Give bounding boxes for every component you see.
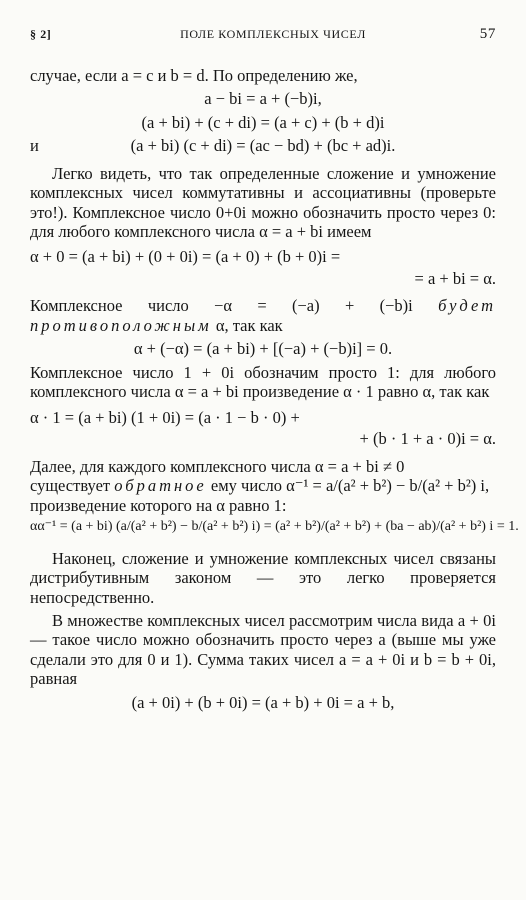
equation-one-line2: + (b · 1 + a · 0)i = α. xyxy=(359,429,496,449)
equation-inverse: αα⁻¹ = (a + bi) (a/(a² + b²) − b/(a² + b²) i) = (a² + b²)/(a² + b²) + (ba − ab)/(a² + b²) i = 1. xyxy=(30,519,519,535)
paragraph-7: В множестве комплексных чисел рассмотрим числа вида a + 0i — такое число можно обозначить просто через a (выше мы уже сделали это для 0 и 1). Сумма таких чисел a = a + 0i и b = b + 0i, равная xyxy=(30,610,496,689)
paragraph-3-end: α, так как xyxy=(211,315,283,335)
equation-sum: (a + bi) + (c + di) = (a + c) + (b + d)i xyxy=(141,112,385,132)
equation-product-row xyxy=(30,136,496,155)
running-head xyxy=(30,26,496,44)
equation-subtraction: a − bi = a + (−b)i, xyxy=(204,89,322,109)
conjunction-text: и xyxy=(30,136,39,156)
paragraph-5c: произведение которого на α равно 1: xyxy=(30,495,287,515)
paragraph-5b xyxy=(30,476,496,495)
spaced-term-opposite: будет противоположным xyxy=(30,296,496,335)
paragraph-5a: Далее, для каждого комплексного числа α = a + bi ≠ 0 xyxy=(30,456,405,476)
paragraph-5b-end: ему число α⁻¹ = a/(a² + b²) − b/(a² + b²) i, xyxy=(206,476,490,496)
paragraph-3-start: Комплексное число −α = (−a) + (−b)i xyxy=(30,296,439,316)
equation-product: (a + bi) (c + di) = (ac − bd) + (bc + ad)i. xyxy=(130,136,396,156)
equation-zero-line1: α + 0 = (a + bi) + (0 + 0i) = (a + 0) + (b + 0)i = xyxy=(30,247,341,267)
equation-zero-line2: = a + bi = α. xyxy=(414,268,496,288)
section-marker: § 2] xyxy=(30,27,52,41)
equation-opposite: α + (−α) = (a + bi) + [(−a) + (−b)i] = 0. xyxy=(133,339,393,359)
equation-real-sum: (a + 0i) + (b + 0i) = (a + b) + 0i = a + b, xyxy=(131,692,395,712)
paragraph-4: Комплексное число 1 + 0i обозначим просто 1: для любого комплексного числа α = a + bi произведение α · 1 равно α, так как xyxy=(30,362,496,402)
paragraph-3 xyxy=(30,296,496,335)
paragraph-2: Легко видеть, что так определенные сложение и умножение комплексных чисел коммутативны и ассоциативны (проверьте это!). Комплексное число 0+0i можно обозначить просто через 0: для любого комплексного числа α = a + bi имеем xyxy=(30,163,496,241)
paragraph-1: случае, если a = c и b = d. По определению же, xyxy=(30,65,358,85)
equation-one-line1: α · 1 = (a + bi) (1 + 0i) = (a · 1 − b · 0) + xyxy=(30,407,300,427)
chapter-title: ПОЛЕ КОМПЛЕКСНЫХ ЧИСЕЛ xyxy=(180,27,366,41)
paragraph-6: Наконец, сложение и умножение комплексных чисел связаны дистрибутивным законом — это легко проверяется непосредственно. xyxy=(30,548,496,607)
page-number: 57 xyxy=(479,26,496,42)
paragraph-5b-start: существует xyxy=(30,476,115,496)
spaced-term-inverse: обратное xyxy=(114,476,207,496)
